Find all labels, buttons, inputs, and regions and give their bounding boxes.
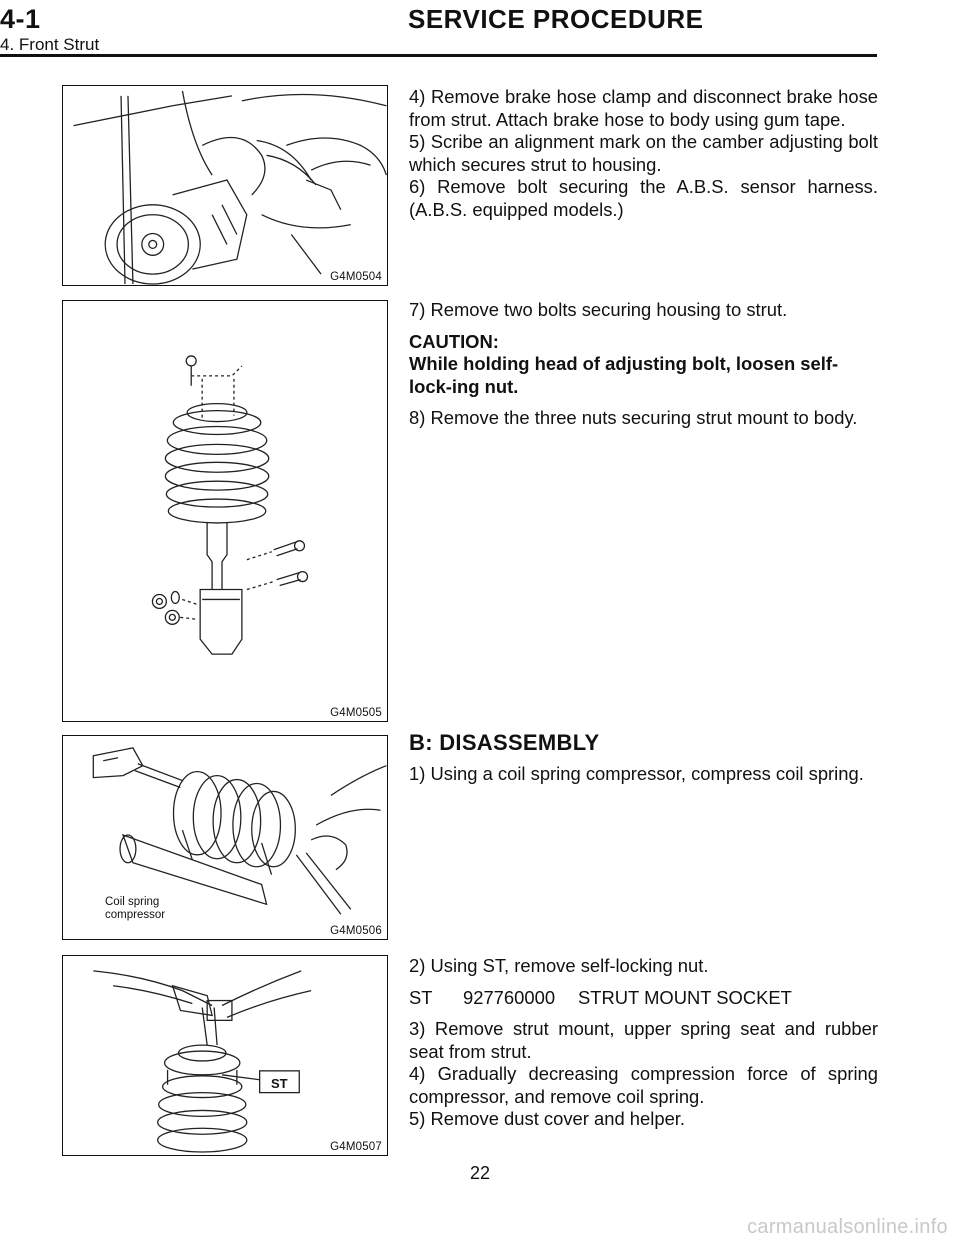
disassembly-step-2: 2) Using ST, remove self-locking nut. (409, 955, 709, 976)
caution-heading: CAUTION: (409, 330, 499, 352)
step-8: 8) Remove the three nuts securing strut mount to body. (409, 407, 858, 428)
callout-line2: compressor (105, 909, 166, 921)
figure-callout (105, 896, 165, 922)
step-4: 4) Remove brake hose clamp and disconnect brake hose from strut. Attach brake hose to body using gum tape. (409, 86, 878, 130)
st-name: STRUT MOUNT SOCKET (578, 986, 792, 1008)
figure-brake-hose (62, 85, 388, 286)
disassembly-step-4: 4) Gradually decreasing compression force of spring compressor, and remove coil spring. (409, 1063, 878, 1107)
socket-illustration (63, 956, 387, 1155)
caution-body: While holding head of adjusting bolt, loosen self-lock-ing nut. (409, 353, 839, 397)
st-callout: ST (271, 1076, 288, 1091)
callout-line1: Coil spring (105, 896, 160, 908)
disassembly-step-3: 3) Remove strut mount, upper spring seat and rubber seat from strut. (409, 1018, 878, 1062)
figure-coil-spring-compressor (62, 735, 388, 940)
disassembly-step-1: 1) Using a coil spring compressor, compress coil spring. (409, 762, 864, 784)
figure-strut-assembly (62, 300, 388, 722)
text-block-1 (409, 86, 878, 221)
figure-strut-mount-socket (62, 955, 388, 1156)
text-block-2 (409, 299, 878, 430)
brake-hose-illustration (63, 86, 387, 285)
figure-code: G4M0506 (330, 925, 382, 937)
step-7: 7) Remove two bolts securing housing to strut. (409, 299, 788, 320)
section-subtitle: 4. Front Strut (0, 35, 100, 54)
text-block-3 (409, 732, 878, 785)
figure-code: G4M0507 (330, 1141, 382, 1153)
watermark: carmanualsonline.info (747, 1216, 948, 1238)
section-number: 4-1 (0, 4, 41, 34)
st-number: 927760000 (463, 986, 556, 1008)
strut-illustration (63, 301, 387, 721)
figure-code: G4M0505 (330, 707, 382, 719)
page-number: 22 (469, 1163, 491, 1183)
st-label: ST (409, 986, 433, 1008)
text-block-4 (409, 955, 878, 1131)
step-6: 6) Remove bolt securing the A.B.S. sensor harness. (A.B.S. equipped models.) (409, 176, 878, 220)
special-tool-row (409, 987, 878, 1010)
disassembly-step-5: 5) Remove dust cover and helper. (409, 1108, 686, 1129)
step-5: 5) Scribe an alignment mark on the camber adjusting bolt which secures strut to housing. (409, 131, 878, 175)
header-rule (0, 54, 877, 57)
page-title: SERVICE PROCEDURE (408, 4, 704, 34)
figure-code: G4M0504 (330, 271, 382, 283)
section-heading: B: DISASSEMBLY (409, 730, 600, 755)
